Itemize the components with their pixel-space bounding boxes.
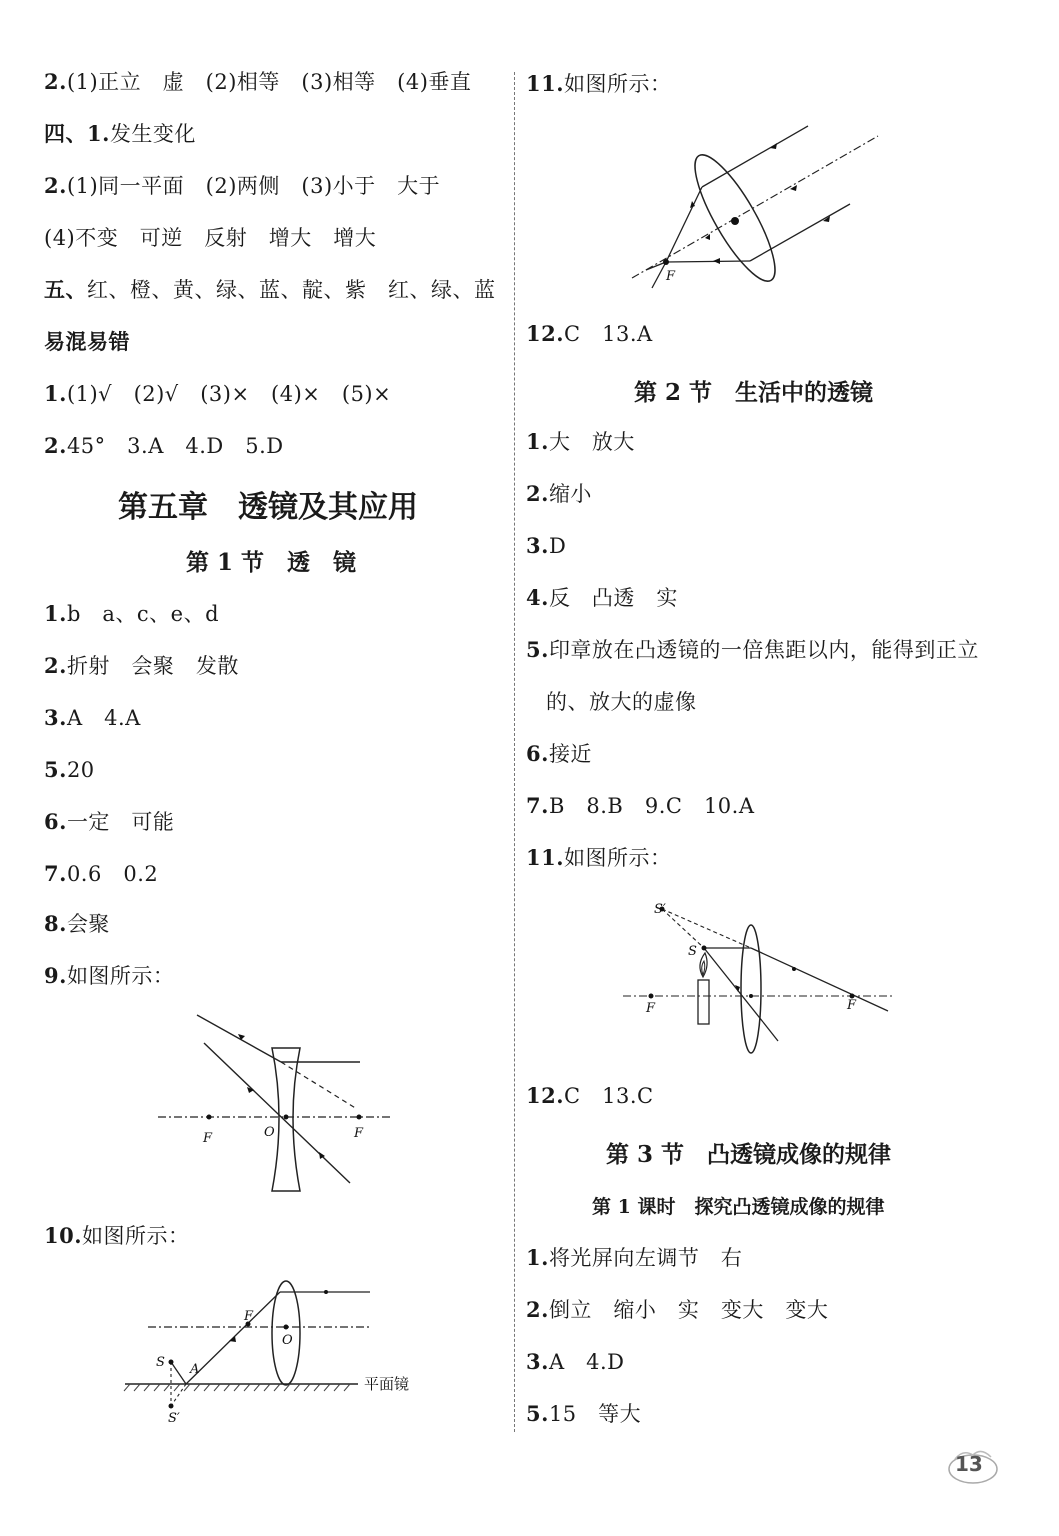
figure-11-candle-virtual-image xyxy=(618,895,898,1065)
section-title: 第 3 节 凸透镜成像的规律 xyxy=(606,1141,892,1168)
focal-point-label: F xyxy=(646,1001,656,1016)
candle-flame-label: S xyxy=(688,944,697,959)
answer-line: 2.折射 会聚 发散 xyxy=(44,653,239,678)
focal-point-label: F xyxy=(203,1131,213,1146)
optical-center-label: O xyxy=(282,1333,293,1348)
optical-center-label: O xyxy=(264,1125,275,1140)
answer-line: 9.如图所示： xyxy=(44,963,175,988)
answer-line: 5.15 等大 xyxy=(526,1401,642,1426)
section-title: 第 2 节 生活中的透镜 xyxy=(634,379,874,406)
answer-line: 2.缩小 xyxy=(526,481,592,506)
answer-line: 10.如图所示： xyxy=(44,1223,190,1248)
answer-line: 2.(1)同一平面 (2)两侧 (3)小于 大于 xyxy=(44,173,441,198)
answer-line: 6.一定 可能 xyxy=(44,809,175,834)
answer-line: 1.将光屏向左调节 右 xyxy=(526,1245,743,1270)
focal-point-label: F xyxy=(666,269,676,284)
answer-line: 4.反 凸透 实 xyxy=(526,585,678,610)
reflection-point-label: A xyxy=(190,1362,200,1377)
answer-line: 四、1.发生变化 xyxy=(44,121,196,146)
figure-10-lens-and-mirror xyxy=(120,1270,440,1430)
image-point-label: S′ xyxy=(168,1411,180,1426)
answer-line: 1.(1)√ (2)√ (3)× (4)× (5)× xyxy=(44,381,392,406)
answer-line: 2.45° 3.A 4.D 5.D xyxy=(44,433,284,458)
answer-line: 12.C 13.C xyxy=(526,1083,654,1108)
answer-line: 11.如图所示： xyxy=(526,71,672,96)
answer-line: 3.A 4.D xyxy=(526,1349,625,1374)
focal-point-label: F xyxy=(244,1309,254,1324)
answer-line: 6.接近 xyxy=(526,741,592,766)
focal-point-label: F xyxy=(847,998,857,1013)
answer-line: 1.b a、c、e、d xyxy=(44,601,220,626)
section-title: 第 1 节 透 镜 xyxy=(186,549,357,576)
subheading-easy-mistakes: 易混易错 xyxy=(44,329,130,354)
answer-line: 8.会聚 xyxy=(44,911,110,936)
answer-line: 11.如图所示： xyxy=(526,845,672,870)
lesson-title: 第 1 课时 探究凸透镜成像的规律 xyxy=(592,1196,885,1218)
answer-line: 5.20 xyxy=(44,757,95,782)
answer-line: 12.C 13.A xyxy=(526,321,653,346)
answer-line: 7.B 8.B 9.C 10.A xyxy=(526,793,755,818)
figure-11-convex-lens-focus xyxy=(620,118,890,298)
answer-line: 3.A 4.A xyxy=(44,705,141,730)
answer-line: 5.印章放在凸透镜的一倍焦距以内，能得到正立 xyxy=(526,637,979,662)
virtual-image-label: S′ xyxy=(654,902,666,917)
page-number: 13 xyxy=(955,1452,983,1476)
column-divider xyxy=(514,72,516,1432)
chapter-title: 第五章 透镜及其应用 xyxy=(118,490,418,525)
source-point-label: S xyxy=(156,1355,165,1370)
answer-line: 2.(1)正立 虚 (2)相等 (3)相等 (4)垂直 xyxy=(44,69,472,94)
answer-line: 五、红、橙、黄、绿、蓝、靛、紫 红、绿、蓝 xyxy=(44,277,496,302)
answer-line: 7.0.6 0.2 xyxy=(44,861,159,886)
figure-9-concave-lens xyxy=(150,1005,400,1205)
answer-line: 3.D xyxy=(526,533,567,558)
answer-line: 1.大 放大 xyxy=(526,429,635,454)
plane-mirror-label: 平面镜 xyxy=(364,1375,410,1393)
answer-line-continued: 的、放大的虚像 xyxy=(546,690,697,714)
answer-line: 2.倒立 缩小 实 变大 变大 xyxy=(526,1297,829,1322)
focal-point-label: F xyxy=(354,1126,364,1141)
answer-line: (4)不变 可逆 反射 增大 增大 xyxy=(44,226,377,250)
